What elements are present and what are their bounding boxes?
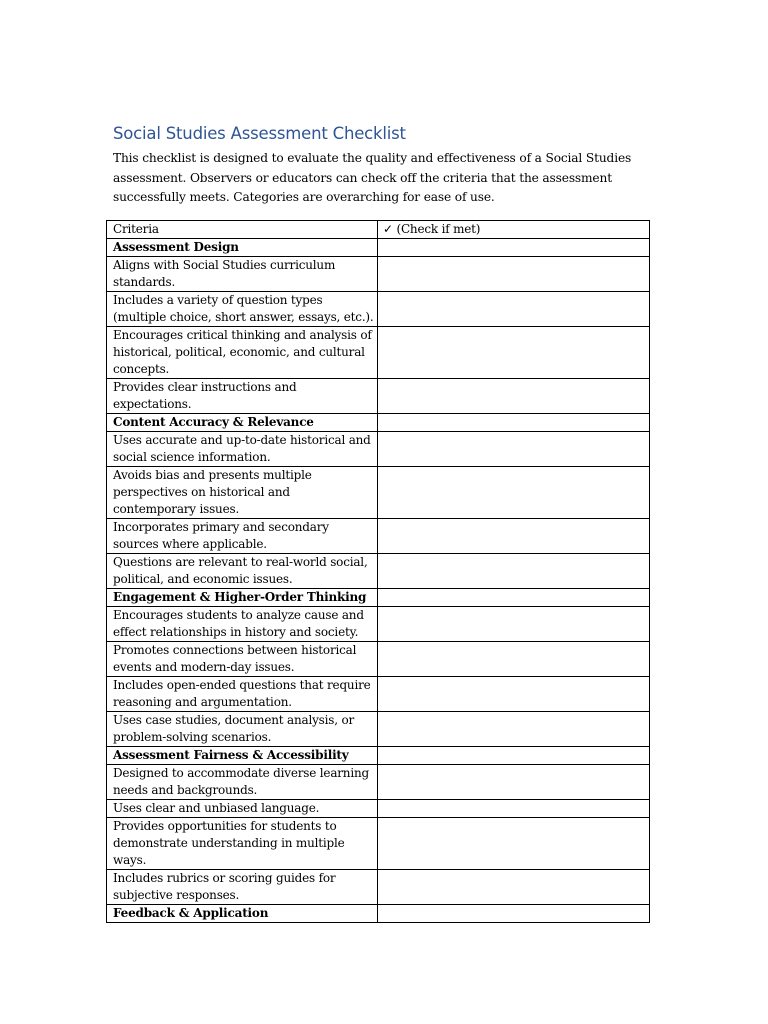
check-cell[interactable] [378, 379, 650, 414]
criterion-text: Provides opportunities for students to demonstrate understanding in multiple ways. [107, 818, 378, 870]
category-label: Engagement & Higher-Order Thinking [107, 589, 378, 607]
criterion-row [107, 870, 650, 905]
check-cell[interactable] [378, 870, 650, 905]
criterion-text: Aligns with Social Studies curriculum standards. [107, 257, 378, 292]
criterion-text: Questions are relevant to real-world social, political, and economic issues. [107, 554, 378, 589]
check-cell[interactable] [378, 519, 650, 554]
criterion-row [107, 677, 650, 712]
criterion-row [107, 519, 650, 554]
criterion-text: Promotes connections between historical events and modern-day issues. [107, 642, 378, 677]
category-label: Content Accuracy & Relevance [107, 414, 378, 432]
category-label: Assessment Design [107, 239, 378, 257]
check-cell[interactable] [378, 677, 650, 712]
criterion-row [107, 257, 650, 292]
criterion-text: Encourages critical thinking and analysis of historical, political, economic, and cultural concepts. [107, 327, 378, 379]
intro-paragraph: This checklist is designed to evaluate the quality and effectiveness of a Social Studies assessment. Observers or educators can check off the criteria that the assessment successfully meets. Categories are overarching for ease of use. [113, 151, 632, 204]
criterion-text: Designed to accommodate diverse learning needs and backgrounds. [107, 765, 378, 800]
checklist-table [106, 220, 650, 923]
check-cell[interactable] [378, 257, 650, 292]
header-row [107, 221, 650, 239]
criterion-row [107, 432, 650, 467]
criterion-row [107, 642, 650, 677]
check-cell[interactable] [378, 818, 650, 870]
category-row [107, 747, 650, 765]
category-check-cell [378, 239, 650, 257]
category-row [107, 589, 650, 607]
criterion-text: Includes open-ended questions that require reasoning and argumentation. [107, 677, 378, 712]
criterion-row [107, 765, 650, 800]
criterion-row [107, 607, 650, 642]
check-cell[interactable] [378, 432, 650, 467]
criterion-row [107, 327, 650, 379]
criterion-row [107, 712, 650, 747]
category-check-cell [378, 589, 650, 607]
criterion-row [107, 554, 650, 589]
check-cell[interactable] [378, 800, 650, 818]
criterion-text: Provides clear instructions and expectations. [107, 379, 378, 414]
category-row [107, 905, 650, 923]
check-cell[interactable] [378, 554, 650, 589]
criterion-row [107, 379, 650, 414]
category-check-cell [378, 905, 650, 923]
criteria-header: Criteria [107, 221, 378, 239]
category-label: Feedback & Application [107, 905, 378, 923]
criterion-text: Uses case studies, document analysis, or problem-solving scenarios. [107, 712, 378, 747]
check-cell[interactable] [378, 765, 650, 800]
criterion-row [107, 467, 650, 519]
criterion-text: Uses accurate and up-to-date historical and social science information. [107, 432, 378, 467]
category-row [107, 414, 650, 432]
criterion-text: Includes rubrics or scoring guides for subjective responses. [107, 870, 378, 905]
category-label: Assessment Fairness & Accessibility [107, 747, 378, 765]
page-title: Social Studies Assessment Checklist [113, 124, 406, 143]
check-cell[interactable] [378, 467, 650, 519]
criterion-row [107, 800, 650, 818]
checklist-body [107, 221, 650, 923]
criterion-row [107, 292, 650, 327]
check-cell[interactable] [378, 607, 650, 642]
criterion-text: Uses clear and unbiased language. [107, 800, 378, 818]
check-header: ✓ (Check if met) [378, 221, 650, 239]
check-cell[interactable] [378, 642, 650, 677]
criterion-text: Incorporates primary and secondary sources where applicable. [107, 519, 378, 554]
criterion-text: Encourages students to analyze cause and effect relationships in history and society. [107, 607, 378, 642]
category-row [107, 239, 650, 257]
check-cell[interactable] [378, 327, 650, 379]
check-cell[interactable] [378, 712, 650, 747]
check-cell[interactable] [378, 292, 650, 327]
criterion-text: Includes a variety of question types (multiple choice, short answer, essays, etc.). [107, 292, 378, 327]
criterion-row [107, 818, 650, 870]
category-check-cell [378, 414, 650, 432]
category-check-cell [378, 747, 650, 765]
criterion-text: Avoids bias and presents multiple perspectives on historical and contemporary issues. [107, 467, 378, 519]
